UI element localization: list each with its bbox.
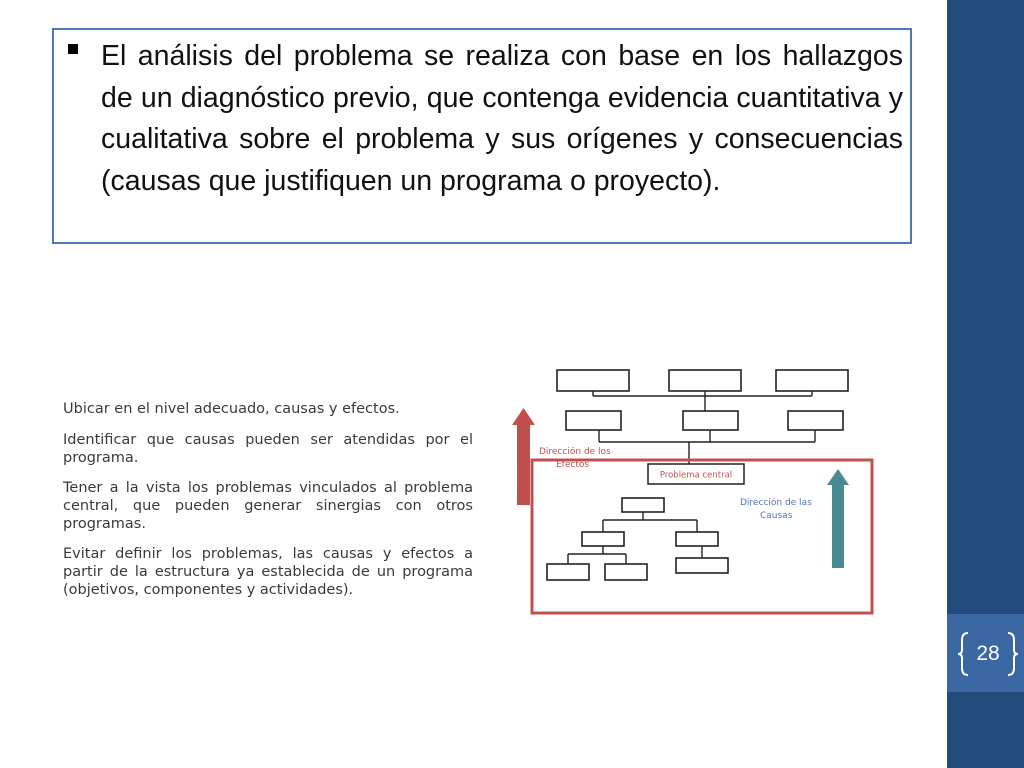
step-item: Evitar definir los problemas, las causas y efectos a partir de la estructura ya establecida de un programa (objetivos, componentes y actividades). bbox=[63, 546, 473, 598]
effect-box bbox=[566, 411, 621, 430]
causes-direction-label-line2: Causas bbox=[760, 511, 793, 521]
cause-box bbox=[605, 564, 647, 580]
effects-direction-label-line1: Dirección de los bbox=[539, 447, 611, 457]
central-problem-label: Problema central bbox=[659, 470, 733, 481]
square-bullet-icon bbox=[68, 44, 78, 54]
step-item: Identificar que causas pueden ser atendidas por el programa. bbox=[63, 432, 473, 466]
main-paragraph: El análisis del problema se realiza con base en los hallazgos de un diagnóstico previo, que contenga evidencia cuantitativa y cualitativa sobre el problema y sus orígenes y consecuencias (causas que justifiquen un programa o proyecto). bbox=[101, 40, 903, 197]
cause-box bbox=[676, 558, 728, 573]
cause-box bbox=[582, 532, 624, 546]
step-item: Ubicar en el nivel adecuado, causas y efectos. bbox=[63, 401, 400, 417]
step-item: Tener a la vista los problemas vinculados al problema central, que pueden generar sinergias con otros programas. bbox=[63, 480, 473, 532]
cause-box bbox=[676, 532, 718, 546]
effect-box bbox=[557, 370, 629, 391]
effects-direction-label-line2: Efectos bbox=[556, 460, 590, 470]
effect-box bbox=[776, 370, 848, 391]
page-number: 28 bbox=[976, 642, 1000, 665]
steps-list bbox=[63, 400, 473, 611]
cause-box bbox=[547, 564, 589, 580]
causes-direction-label-line1: Dirección de las bbox=[740, 498, 812, 508]
effect-box bbox=[683, 411, 738, 430]
effects-boxes bbox=[557, 370, 848, 430]
causes-arrow-icon bbox=[827, 469, 849, 568]
cause-box bbox=[622, 498, 664, 512]
causes-boxes bbox=[547, 498, 728, 580]
problem-tree-diagram bbox=[510, 360, 880, 620]
effect-box bbox=[788, 411, 843, 430]
effect-box bbox=[669, 370, 741, 391]
